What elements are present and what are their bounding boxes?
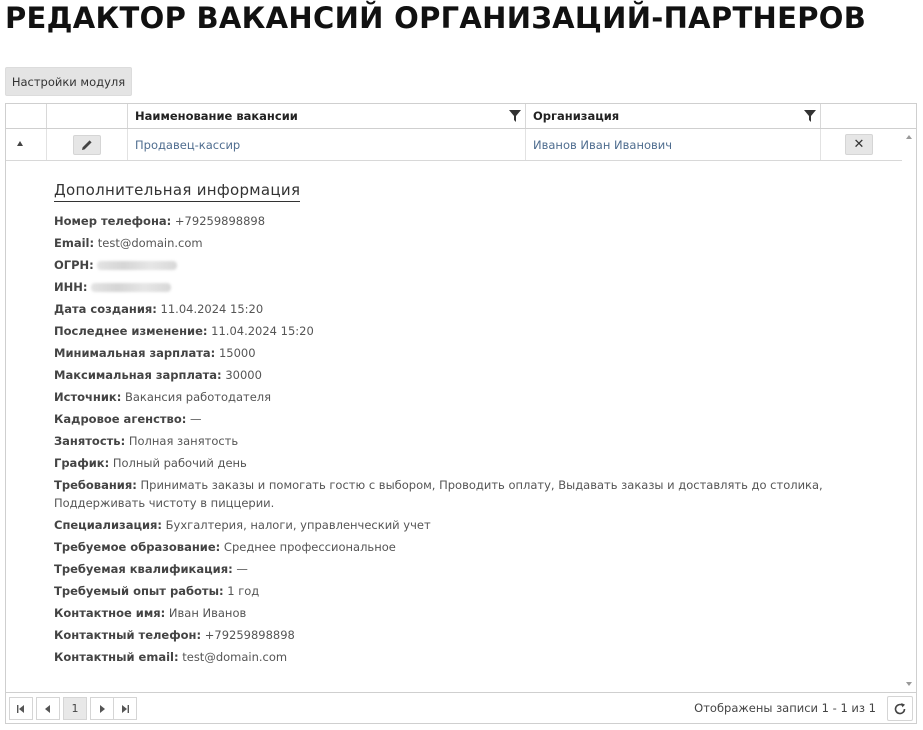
detail-field-label: Максимальная зарплата: [54, 368, 222, 382]
detail-field [54, 366, 894, 384]
records-info: Отображены записи 1 - 1 из 1 [694, 701, 876, 715]
first-page-button[interactable] [9, 697, 33, 720]
detail-field-value: 1 год [227, 584, 260, 598]
detail-field [54, 344, 894, 362]
detail-fields [54, 212, 894, 666]
actions-column-header [821, 104, 916, 128]
detail-field-label: Требуемый опыт работы: [54, 584, 224, 598]
detail-field [54, 476, 894, 512]
refresh-button[interactable] [887, 696, 913, 721]
detail-field-value: test@domain.com [97, 236, 203, 250]
detail-field-label: Требования: [54, 478, 137, 492]
vacancy-column-label: Наименование вакансии [135, 109, 298, 123]
detail-field [54, 648, 894, 666]
organization-column-header[interactable] [526, 104, 821, 128]
last-page-button[interactable] [113, 697, 137, 720]
module-settings-button[interactable]: Настройки модуля [5, 67, 132, 96]
grid-header [6, 104, 916, 129]
scroll-up-icon[interactable] [906, 135, 912, 139]
organization-column-label: Организация [533, 109, 620, 123]
expand-cell[interactable] [6, 129, 47, 160]
vacancy-column-header[interactable] [128, 104, 526, 128]
collapse-arrow-icon[interactable] [17, 141, 23, 146]
next-page-icon [98, 705, 106, 713]
detail-field [54, 234, 894, 252]
detail-field-label: ИНН: [54, 280, 88, 294]
detail-title: Дополнительная информация [54, 180, 300, 202]
detail-field-value: Полная занятость [128, 434, 239, 448]
detail-field-value: +79259898898 [174, 214, 266, 228]
redacted-value [97, 261, 177, 270]
detail-panel [54, 180, 894, 666]
delete-button[interactable] [845, 134, 873, 155]
detail-field [54, 322, 894, 340]
detail-field-value: 15000 [218, 346, 256, 360]
detail-field-label: Занятость: [54, 434, 126, 448]
detail-field-label: График: [54, 456, 110, 470]
detail-field [54, 626, 894, 644]
detail-field-value: 11.04.2024 15:20 [160, 302, 264, 316]
detail-field-label: ОГРН: [54, 258, 94, 272]
detail-field [54, 388, 894, 406]
organization-cell[interactable] [526, 129, 821, 160]
first-page-icon [16, 705, 26, 713]
actions-cell [821, 129, 902, 160]
close-icon: ✕ [853, 137, 865, 152]
page-number-button[interactable]: 1 [63, 697, 87, 720]
detail-field-label: Последнее изменение: [54, 324, 208, 338]
detail-field-label: Требуемое образование: [54, 540, 221, 554]
detail-field [54, 582, 894, 600]
detail-field-label: Контактное имя: [54, 606, 166, 620]
refresh-icon [893, 702, 907, 716]
organization-name[interactable]: Иванов Иван Иванович [533, 137, 673, 152]
scroll-down-icon[interactable] [906, 682, 912, 686]
detail-field-label: Дата создания: [54, 302, 157, 316]
page-title: РЕДАКТОР ВАКАНСИЙ ОРГАНИЗАЦИЙ-ПАРТНЕРОВ [5, 1, 867, 35]
detail-field-value: — [190, 412, 202, 426]
last-page-icon [120, 705, 130, 713]
detail-field [54, 560, 894, 578]
detail-field-value: 11.04.2024 15:20 [211, 324, 314, 338]
detail-field [54, 256, 894, 274]
grid-pager [6, 692, 916, 723]
detail-field-label: Источник: [54, 390, 122, 404]
next-page-button[interactable] [90, 697, 114, 720]
detail-field-value: test@domain.com [182, 650, 288, 664]
detail-field-label: Номер телефона: [54, 214, 172, 228]
vacancies-grid [5, 103, 917, 724]
filter-icon[interactable] [804, 110, 816, 122]
filter-icon[interactable] [509, 110, 521, 122]
prev-page-icon [44, 705, 52, 713]
detail-field-value: Среднее профессиональное [223, 540, 396, 554]
detail-field [54, 604, 894, 622]
vacancy-cell[interactable] [128, 129, 526, 160]
edit-button[interactable] [73, 135, 101, 155]
detail-field-label: Требуемая квалификация: [54, 562, 233, 576]
table-row [6, 129, 902, 161]
detail-field-label: Контактный телефон: [54, 628, 202, 642]
pencil-icon [81, 139, 93, 151]
detail-field-value: — [236, 562, 248, 576]
expand-column-header [6, 104, 47, 128]
detail-field [54, 300, 894, 318]
detail-field [54, 538, 894, 556]
detail-field [54, 454, 894, 472]
detail-field [54, 432, 894, 450]
vertical-scrollbar[interactable] [902, 129, 916, 692]
detail-field-value: +79259898898 [204, 628, 295, 642]
detail-field-value: Вакансия работодателя [124, 390, 272, 404]
redacted-value [91, 283, 171, 292]
detail-field-value: Иван Иванов [168, 606, 247, 620]
detail-field-value: Полный рабочий день [112, 456, 247, 470]
detail-field-label: Минимальная зарплата: [54, 346, 216, 360]
detail-field-label: Специализация: [54, 518, 163, 532]
edit-cell [47, 129, 128, 160]
detail-field-label: Email: [54, 236, 95, 250]
detail-field [54, 410, 894, 428]
edit-column-header [47, 104, 128, 128]
detail-field [54, 278, 894, 296]
detail-field-value: 30000 [225, 368, 262, 382]
detail-field-label: Контактный email: [54, 650, 179, 664]
vacancy-name[interactable]: Продавец-кассир [135, 137, 241, 152]
detail-field-value: Бухгалтерия, налоги, управленческий учет [165, 518, 431, 532]
detail-field-value: Принимать заказы и помогать гостю с выбором, Проводить оплату, Выдавать заказы и доставлять до столика, Поддерживать чистоту в пиццерии. [54, 478, 823, 510]
detail-field-label: Кадровое агенство: [54, 412, 187, 426]
prev-page-button[interactable] [36, 697, 60, 720]
detail-field [54, 516, 894, 534]
detail-field [54, 212, 894, 230]
